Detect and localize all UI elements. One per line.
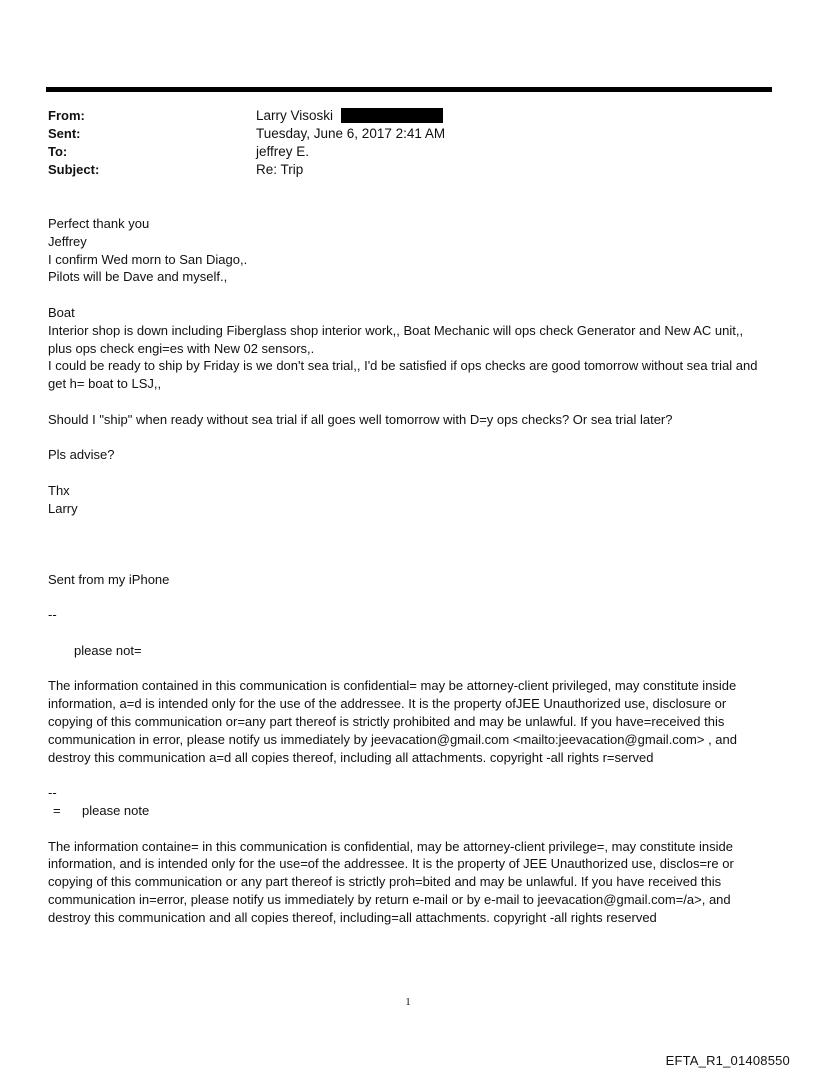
subject-label: Subject: bbox=[48, 161, 100, 177]
intro-paragraph: Perfect thank you Jeffrey I confirm Wed morn to San Diago,. Pilots will be Dave and myself., bbox=[48, 216, 248, 285]
document-id: EFTA_R1_01408550 bbox=[665, 1053, 790, 1068]
signoff: Thx Larry bbox=[48, 482, 78, 516]
redaction-box bbox=[341, 108, 443, 123]
note-2-line bbox=[48, 802, 768, 820]
sent-label: Sent: bbox=[48, 125, 81, 141]
subject-row bbox=[48, 160, 445, 178]
advise-paragraph: Pls advise? bbox=[48, 447, 115, 463]
disclaimer-1: The information contained in this communication is confidential= may be attorney-client privileged, may constitute inside information, a=d is intended only for the use of the addressee. It is the property ofJEE Unauthorized use, disclosure or copying of this communication or=any part thereof is strictly prohibited and may be unlawful. If you have=received this communication in error, please notify us immediately by jeevacation@gmail.com <mailto:jeevacation@gmail.com> , and destroy this communication a=d all copies thereof, including all attachments. copyright -all rights r=served bbox=[48, 678, 737, 765]
note-2-title: please note bbox=[82, 802, 150, 818]
disclaimer-2: The information containe= in this communication is confidential, may be attorney-client privilege=, may constitute inside information, and is intended only for the use=of the addressee. It is the property of JEE Unauthorized use, disclos=re or copying of this communication or any part thereof is strictly proh=bited and may be unlawful. If you have received this communication in=error, please notify us immediately by return e-mail or by e-mail to jeevacation@gmail.com=/a>, and destroy this communication and all copies thereof, including=all attachments. copyright -all rights reserved bbox=[48, 838, 734, 925]
to-label: To: bbox=[48, 143, 68, 159]
separator-2: -- bbox=[48, 785, 57, 801]
to-value: jeffrey E. bbox=[256, 143, 310, 159]
from-value bbox=[256, 108, 443, 123]
sent-from-line: Sent from my iPhone bbox=[48, 571, 170, 587]
question-paragraph: Should I "ship" when ready without sea trial if all goes well tomorrow with D=y ops checks? Or sea trial later? bbox=[48, 411, 673, 427]
from-row bbox=[48, 106, 445, 124]
page-number: 1 bbox=[405, 996, 411, 1008]
boat-paragraph: Boat Interior shop is down including Fiberglass shop interior work,, Boat Mechanic will ops check Generator and New AC unit,, plus ops check engi=es with New 02 sensors,. I could be ready to ship by Friday is we don't sea trial,, I'd be satisfied if ops checks are good tomorrow without sea trial and get h= boat to LSJ,, bbox=[48, 304, 758, 392]
sent-row bbox=[48, 124, 445, 142]
sent-value: Tuesday, June 6, 2017 2:41 AM bbox=[256, 125, 446, 141]
from-label: From: bbox=[48, 107, 85, 123]
separator-1: -- bbox=[48, 607, 57, 623]
sender-name: Larry Visoski bbox=[256, 107, 334, 123]
email-body bbox=[48, 215, 768, 926]
note-2-eq: = bbox=[53, 802, 61, 818]
subject-value: Re: Trip bbox=[256, 161, 304, 177]
note-1-title: please not= bbox=[74, 642, 142, 658]
email-header bbox=[48, 106, 445, 178]
to-row bbox=[48, 142, 445, 160]
header-rule bbox=[46, 87, 772, 92]
